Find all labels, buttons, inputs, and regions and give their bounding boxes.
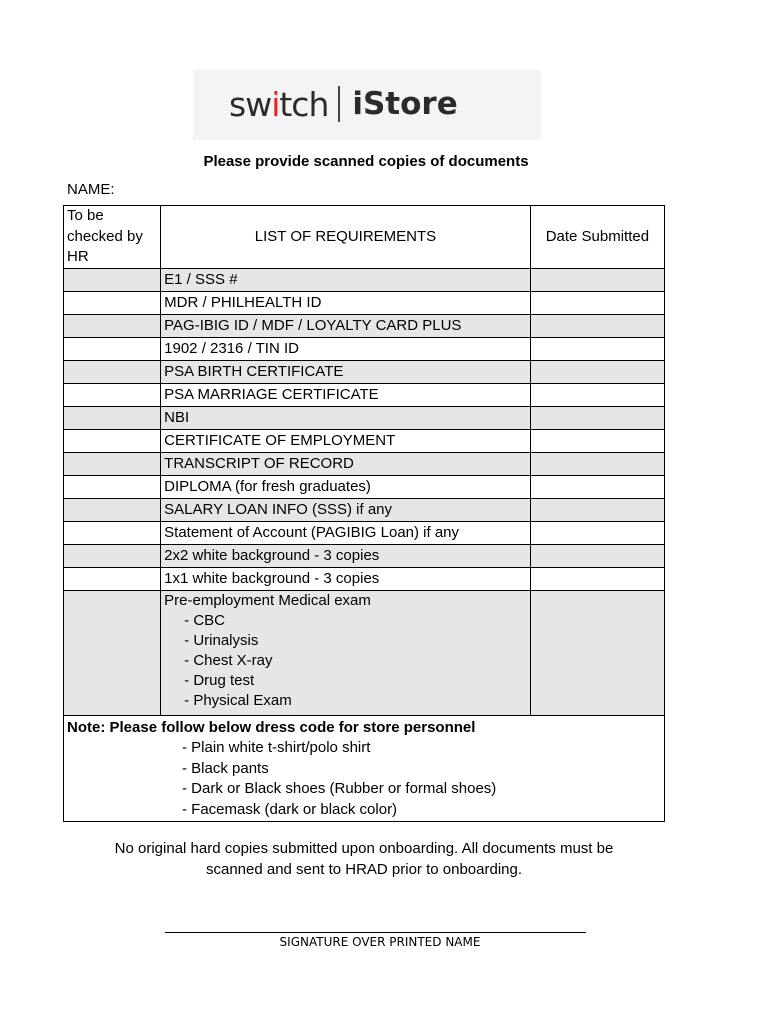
checkbox-cell [64, 591, 161, 716]
logo-switch-tch: tch [279, 84, 329, 124]
logo-istore-text: iStore [352, 86, 458, 122]
date-cell [530, 361, 664, 384]
note-item: - Dark or Black shoes (Rubber or formal shoes) [182, 780, 497, 798]
date-cell [530, 430, 664, 453]
date-cell [530, 499, 664, 522]
note-item: - Black pants [182, 759, 269, 777]
medical-item: - Chest X-ray [184, 652, 273, 669]
table-row [64, 476, 665, 499]
requirement-cell: PAG-IBIG ID / MDF / LOYALTY CARD PLUS [161, 315, 531, 338]
date-cell [530, 568, 664, 591]
requirement-cell: E1 / SSS # [161, 269, 531, 292]
checkbox-cell [64, 568, 161, 591]
requirement-cell: MDR / PHILHEALTH ID [161, 292, 531, 315]
requirement-cell: 1902 / 2316 / TIN ID [161, 338, 531, 361]
date-cell [530, 384, 664, 407]
footer-line-2: scanned and sent to HRAD prior to onboarding. [205, 861, 523, 878]
table-row [64, 384, 665, 407]
table-row [64, 407, 665, 430]
header-date-submitted: Date Submitted [530, 206, 664, 269]
date-cell [530, 476, 664, 499]
medical-item: - Physical Exam [184, 692, 292, 709]
table-row [64, 269, 665, 292]
table-row [64, 315, 665, 338]
table-row [64, 499, 665, 522]
header-list-of-requirements: LIST OF REQUIREMENTS [161, 206, 531, 269]
date-cell [530, 315, 664, 338]
requirement-cell: 2x2 white background - 3 copies [161, 545, 531, 568]
table-row [64, 453, 665, 476]
medical-title: Pre-employment Medical exam [164, 592, 371, 609]
requirement-cell: NBI [161, 407, 531, 430]
date-cell [530, 591, 664, 716]
medical-item: - Drug test [184, 672, 255, 689]
table-row [64, 338, 665, 361]
brand-logo [193, 70, 541, 140]
table-header-row [64, 206, 665, 269]
checkbox-cell [64, 453, 161, 476]
checkbox-cell [64, 361, 161, 384]
logo-divider [338, 86, 340, 122]
medical-item: - Urinalysis [184, 632, 259, 649]
date-cell [530, 453, 664, 476]
requirement-cell: TRANSCRIPT OF RECORD [161, 453, 531, 476]
logo-switch-text [229, 85, 328, 124]
date-cell [530, 407, 664, 430]
note-item: - Plain white t-shirt/polo shirt [182, 739, 371, 756]
requirement-cell: 1x1 white background - 3 copies [161, 568, 531, 591]
logo-switch-sw: sw [229, 84, 272, 124]
table-row [64, 522, 665, 545]
requirement-cell: DIPLOMA (for fresh graduates) [161, 476, 531, 499]
date-cell [530, 545, 664, 568]
checkbox-cell [64, 292, 161, 315]
logo-switch-i: i [271, 84, 280, 124]
dress-code-note-row [64, 716, 665, 822]
note-title: Note: Please follow below dress code for store personnel [67, 719, 476, 736]
note-item: - Facemask (dark or black color) [182, 801, 398, 819]
date-cell [530, 522, 664, 545]
requirement-cell: PSA BIRTH CERTIFICATE [161, 361, 531, 384]
requirement-cell: Statement of Account (PAGIBIG Loan) if any [161, 522, 531, 545]
checkbox-cell [64, 430, 161, 453]
dress-code-note [64, 716, 665, 822]
checkbox-cell [64, 545, 161, 568]
requirement-cell: PSA MARRIAGE CERTIFICATE [161, 384, 531, 407]
checkbox-cell [64, 522, 161, 545]
checkbox-cell [64, 407, 161, 430]
checkbox-cell [64, 338, 161, 361]
requirement-cell: CERTIFICATE OF EMPLOYMENT [161, 430, 531, 453]
signature-line [165, 932, 586, 933]
date-cell [530, 292, 664, 315]
requirements-table [63, 205, 665, 822]
requirement-cell: SALARY LOAN INFO (SSS) if any [161, 499, 531, 522]
table-row-medical [64, 591, 665, 716]
date-cell [530, 269, 664, 292]
date-cell [530, 338, 664, 361]
checkbox-cell [64, 269, 161, 292]
checkbox-cell [64, 499, 161, 522]
table-row [64, 430, 665, 453]
table-row [64, 545, 665, 568]
checkbox-cell [64, 315, 161, 338]
signature-label: SIGNATURE OVER PRINTED NAME [279, 935, 481, 949]
medical-item: - CBC [184, 612, 225, 629]
table-row [64, 568, 665, 591]
page-heading: Please provide scanned copies of documents [203, 153, 529, 170]
checkbox-cell [64, 476, 161, 499]
footer-line-1: No original hard copies submitted upon onboarding. All documents must be [114, 840, 614, 857]
name-label: NAME: [67, 181, 115, 198]
requirement-cell-medical [161, 591, 531, 716]
table-row [64, 361, 665, 384]
header-checked-by-hr: To be checked by HR [64, 206, 161, 269]
table-row [64, 292, 665, 315]
checkbox-cell [64, 384, 161, 407]
footer-notice [0, 838, 728, 880]
